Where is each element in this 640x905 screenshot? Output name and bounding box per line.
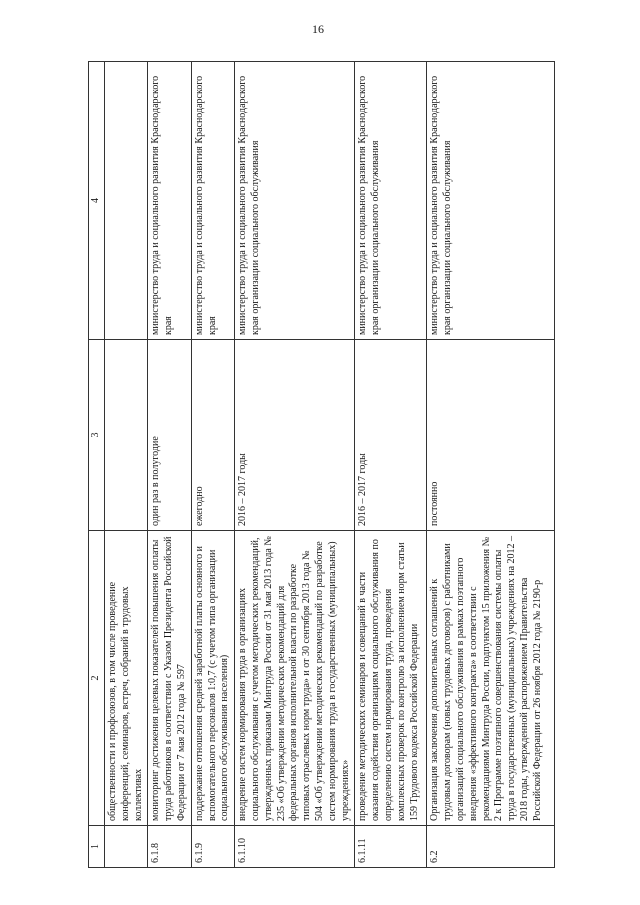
row-number: 6.1.8 [148, 826, 191, 868]
page-number: 16 [312, 22, 324, 36]
row-term: 2016 – 2017 годы [235, 340, 355, 531]
row-term: 2016 – 2017 годы [355, 340, 427, 531]
row-term [105, 340, 148, 531]
table-row [427, 62, 555, 868]
table-row [191, 62, 234, 868]
row-measure: общественности и профсоюзов, в том числе проведение конференций, семинаров, встреч, собраний в трудовых коллективах [105, 531, 148, 826]
column-header: 4 [89, 62, 105, 340]
table-row [148, 62, 191, 868]
row-executor [105, 62, 148, 340]
table-row [235, 62, 355, 868]
table-row [105, 62, 148, 868]
row-executor: министерство труда и социального развития Краснодарского края [191, 62, 234, 340]
row-number: 6.1.10 [235, 826, 355, 868]
row-executor: министерство труда и социального развития Краснодарского края организации социального обслуживания [355, 62, 427, 340]
column-header: 2 [89, 531, 105, 826]
rotated-table-container [88, 62, 543, 868]
row-term: ежегодно [191, 340, 234, 531]
row-measure: Организация заключения дополнительных соглашений к трудовым договорам (новых трудовых договоров) с работниками организаций социального обслуживания в рамках поэтапного внедрения «эффективного контракта» в соответствии с рекомендациями Минтруда России, подпунктом 15 приложения № 2 к Программе поэтапного совершенствования системы оплаты труда в государственных (муниципальных) учреждениях на 2012 – 2018 годы, утвержденной распоряжением Правительства Российской Федерации от 26 ноября 2012 года № 2190-р [427, 531, 555, 826]
row-term: один раз в полугодие [148, 340, 191, 531]
column-header: 1 [89, 826, 105, 868]
table-header-row [89, 62, 105, 868]
row-executor: министерство труда и социального развития Краснодарского края организации социального обслуживания [235, 62, 355, 340]
row-number: 6.1.9 [191, 826, 234, 868]
column-header: 3 [89, 340, 105, 531]
measures-table [88, 61, 555, 868]
row-number: 6.2 [427, 826, 555, 868]
row-executor: министерство труда и социального развития Краснодарского края [148, 62, 191, 340]
row-measure: внедрение систем нормирования труда в организациях социального обслуживания с учетом методических рекомендаций, утвержденных приказами Минтруда России от 31 мая 2013 года № 235 «Об утверждении методических рекомендаций для федеральных органов исполнительной власти по разработке типовых отраслевых норм труда» и от 30 сентября 2013 года № 504 «Об утверждении методических рекомендаций по разработке систем нормирования труда в государственных (муниципальных) учреждениях» [235, 531, 355, 826]
row-measure: проведение методических семинаров и совещаний в части оказания содействия организациям социального обслуживания по определению систем нормирования труда, проведения комплексных проверок по контролю за исполнением норм статьи 159 Трудового кодекса Российской Федерации [355, 531, 427, 826]
table-row [355, 62, 427, 868]
row-measure: мониторинг достижения целевых показателей повышения оплаты труда работников в соответствии с Указом Президента Российской Федерации от 7 мая 2012 года № 597 [148, 531, 191, 826]
row-executor: министерство труда и социального развития Краснодарского края организации социального обслуживания [427, 62, 555, 340]
row-measure: поддержание отношения средней заработной платы основного и вспомогательного персоналов 1:0,7 (с учетом типа организации социального обслуживания населения) [191, 531, 234, 826]
row-number [105, 826, 148, 868]
row-number: 6.1.11 [355, 826, 427, 868]
row-term: постоянно [427, 340, 555, 531]
